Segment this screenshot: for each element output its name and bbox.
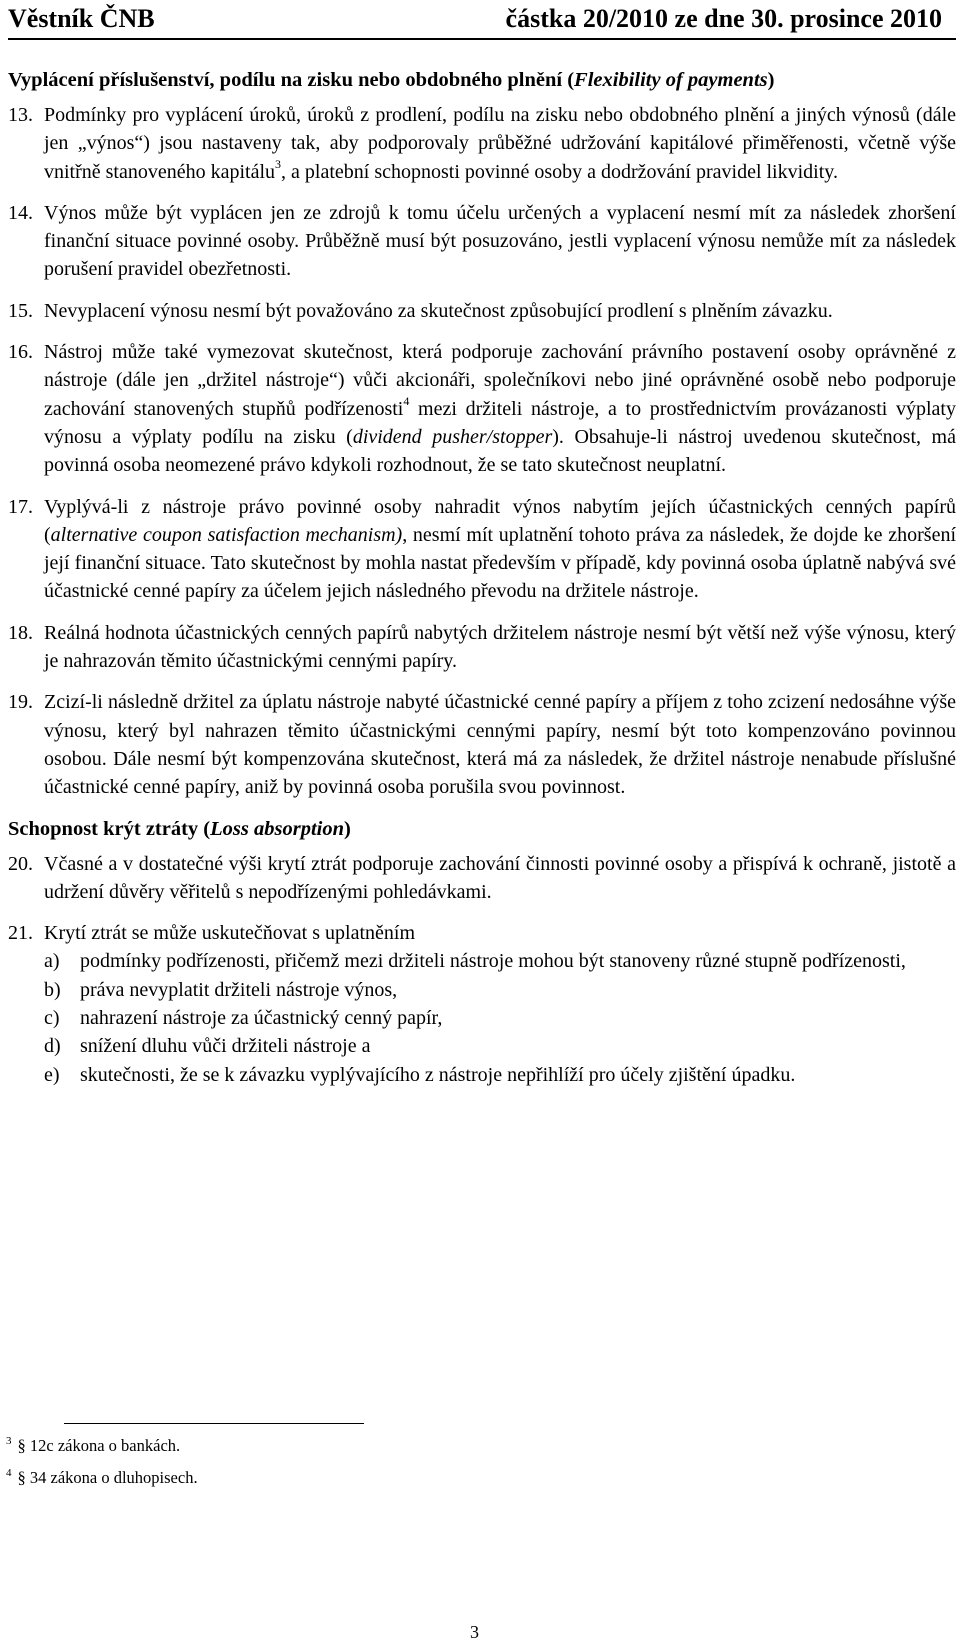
footnote-divider	[64, 1423, 364, 1424]
sub-item-text: podmínky podřízenosti, přičemž mezi držiteli nástroje mohou být stanoveny různé stupně podřízenosti,	[80, 950, 906, 973]
paragraph-number: 21.	[8, 922, 33, 945]
paragraph-text: mezi držiteli nástroje, a to prostřednictvím provázanosti výplaty výnosu a výplaty podílu na zisku (	[44, 397, 956, 448]
paragraph-20	[8, 850, 956, 907]
paragraph-text: , nesmí mít uplatnění tohoto práva za následek, že dojde ke zhoršení její finanční situace. Tato skutečnost by mohla nastat především v případě, kdy povinná osoba úplatně nabývá své účastnické cenné papíry za účelem jejich následného převodu na držitele nástroje.	[44, 523, 956, 603]
paragraph-text: Reálná hodnota účastnických cenných papírů nabytých držitelem nástroje nesmí být větší než výše výnosu, který je nahrazován těmito účastnickými cennými papíry.	[44, 621, 956, 673]
paragraph-text: Zcizí-li následně držitel za úplatu nástroje nabyté účastnické cenné papíry a příjem z toho zcizení nedosáhne výše výnosu, který byl nahrazen těmito účastnickými cennými papíry, nesmí být toto kompenzováno povinnou osobou. Dále nesmí být kompenzována skutečnost, která má za následek, že držitel nástroje nenabude příslušné účastnické cenné papíry, aniž by povinná osoba porušila svou povinnost.	[44, 691, 956, 799]
paragraph-19	[8, 688, 956, 801]
paragraph-21	[8, 919, 956, 1089]
sub-item-text: práva nevyplatit držiteli nástroje výnos,	[80, 978, 398, 1001]
sub-item-letter: a)	[44, 950, 60, 973]
paragraph-number: 17.	[8, 495, 33, 518]
paragraph-16	[8, 338, 956, 479]
section-heading-flexibility: Vyplácení příslušenství, podílu na zisku nebo obdobného plnění (Flexibility of payments)	[8, 69, 775, 91]
paragraph-text: ). Obsahuje-li nástroj uvedenou skutečnost, má povinná osoba neomezené právo kdykoli rozhodnout, že se tato skutečnost neuplatní.	[44, 425, 956, 477]
sub-list	[44, 947, 956, 1088]
paragraph-text: Nástroj může také vymezovat skutečnost, která podporuje zachování právního postavení osoby oprávněné z nástroje (dále jen „držitel nástroje“) vůči akcionáři, společníkovi nebo jiné oprávněné osobě nebo podporuje zachování stanovených stupňů podřízenosti	[44, 341, 956, 420]
paragraph-number: 16.	[8, 341, 33, 364]
sub-item-letter: e)	[44, 1063, 60, 1086]
paragraph-14	[8, 199, 956, 284]
footnote-reference: 3	[275, 156, 282, 171]
paragraph-number: 18.	[8, 621, 33, 644]
sub-item-letter: d)	[44, 1035, 61, 1058]
paragraph-17	[8, 493, 956, 606]
main-content	[8, 66, 956, 1089]
sub-item	[44, 1032, 956, 1060]
page-header	[8, 2, 956, 40]
journal-title: Věstník ČNB	[8, 4, 155, 33]
footnote-4	[6, 1468, 198, 1490]
paragraph-number: 13.	[8, 104, 33, 126]
sub-item-text: snížení dluhu vůči držiteli nástroje a	[80, 1035, 371, 1058]
sub-item	[44, 947, 956, 975]
sub-item-letter: c)	[44, 1007, 60, 1030]
paragraph-text: Včasné a v dostatečné výši krytí ztrát podporuje zachování činnosti povinné osoby a přispívá k ochraně, jistotě a udržení důvěry věřitelů s nepodřízenými pohledávkami.	[44, 852, 956, 903]
issue-info: částka 20/2010 ze dne 30. prosince 2010	[505, 4, 942, 33]
paragraph-number: 15.	[8, 299, 33, 322]
footnote-3	[6, 1436, 180, 1458]
paragraph-text: Vyplývá-li z nástroje právo povinné osoby nahradit výnos nabytím jejích účastnických cenných papírů (	[44, 495, 956, 546]
paragraph-text: alternative coupon satisfaction mechanism)	[50, 523, 403, 546]
paragraphs-section-1	[8, 101, 956, 802]
footnote-mark: 3	[6, 1435, 12, 1447]
paragraph-text: , a platební schopnosti povinné osoby a dodržování pravidel likvidity.	[281, 160, 838, 183]
sub-item-text: skutečnosti, že se k závazku vyplývajícího z nástroje nepřihlíží pro účely zjištění úpadku.	[80, 1063, 796, 1086]
paragraph-text: Nevyplacení výnosu nesmí být považováno za skutečnost způsobující prodlení s plněním závazku.	[44, 299, 833, 322]
footnote-mark: 4	[6, 1467, 12, 1479]
footnote-text: § 34 zákona o dluhopisech.	[17, 1468, 198, 1487]
sub-item-letter: b)	[44, 978, 61, 1001]
section-heading-loss-absorption: Schopnost krýt ztráty (Loss absorption)	[8, 817, 351, 840]
footnote-text: § 12c zákona o bankách.	[17, 1436, 181, 1455]
paragraph-text: Krytí ztrát se může uskutečňovat s uplatněním	[44, 922, 416, 945]
paragraph-number: 19.	[8, 691, 33, 714]
paragraph-13	[8, 101, 956, 186]
sub-item	[44, 976, 956, 1004]
sub-item	[44, 1061, 956, 1089]
paragraph-text: Výnos může být vyplácen jen ze zdrojů k tomu účelu určených a vyplacení nesmí mít za následek zhoršení finanční situace povinné osoby. Průběžně musí být posuzováno, jestli vyplacení výnosu nemůže mít za následek porušení pravidel obezřetnosti.	[44, 201, 956, 281]
paragraph-18	[8, 619, 956, 676]
paragraph-number: 20.	[8, 852, 33, 875]
paragraph-15	[8, 297, 956, 325]
sub-item-text: nahrazení nástroje za účastnický cenný papír,	[80, 1007, 443, 1030]
sub-item	[44, 1004, 956, 1032]
footnote-reference: 4	[403, 394, 410, 409]
paragraph-text: dividend pusher/stopper	[352, 425, 553, 448]
paragraph-text: Podmínky pro vyplácení úroků, úroků z prodlení, podílu na zisku nebo obdobného plnění a jiných výnosů (dále jen „výnos“) jsou nastaveny tak, aby podporovaly průběžné udržování kapitálové přiměřenosti, včetně výše vnitřně stanoveného kapitálu	[44, 104, 956, 183]
paragraph-number: 14.	[8, 201, 33, 224]
page-number: 3	[470, 1622, 479, 1642]
